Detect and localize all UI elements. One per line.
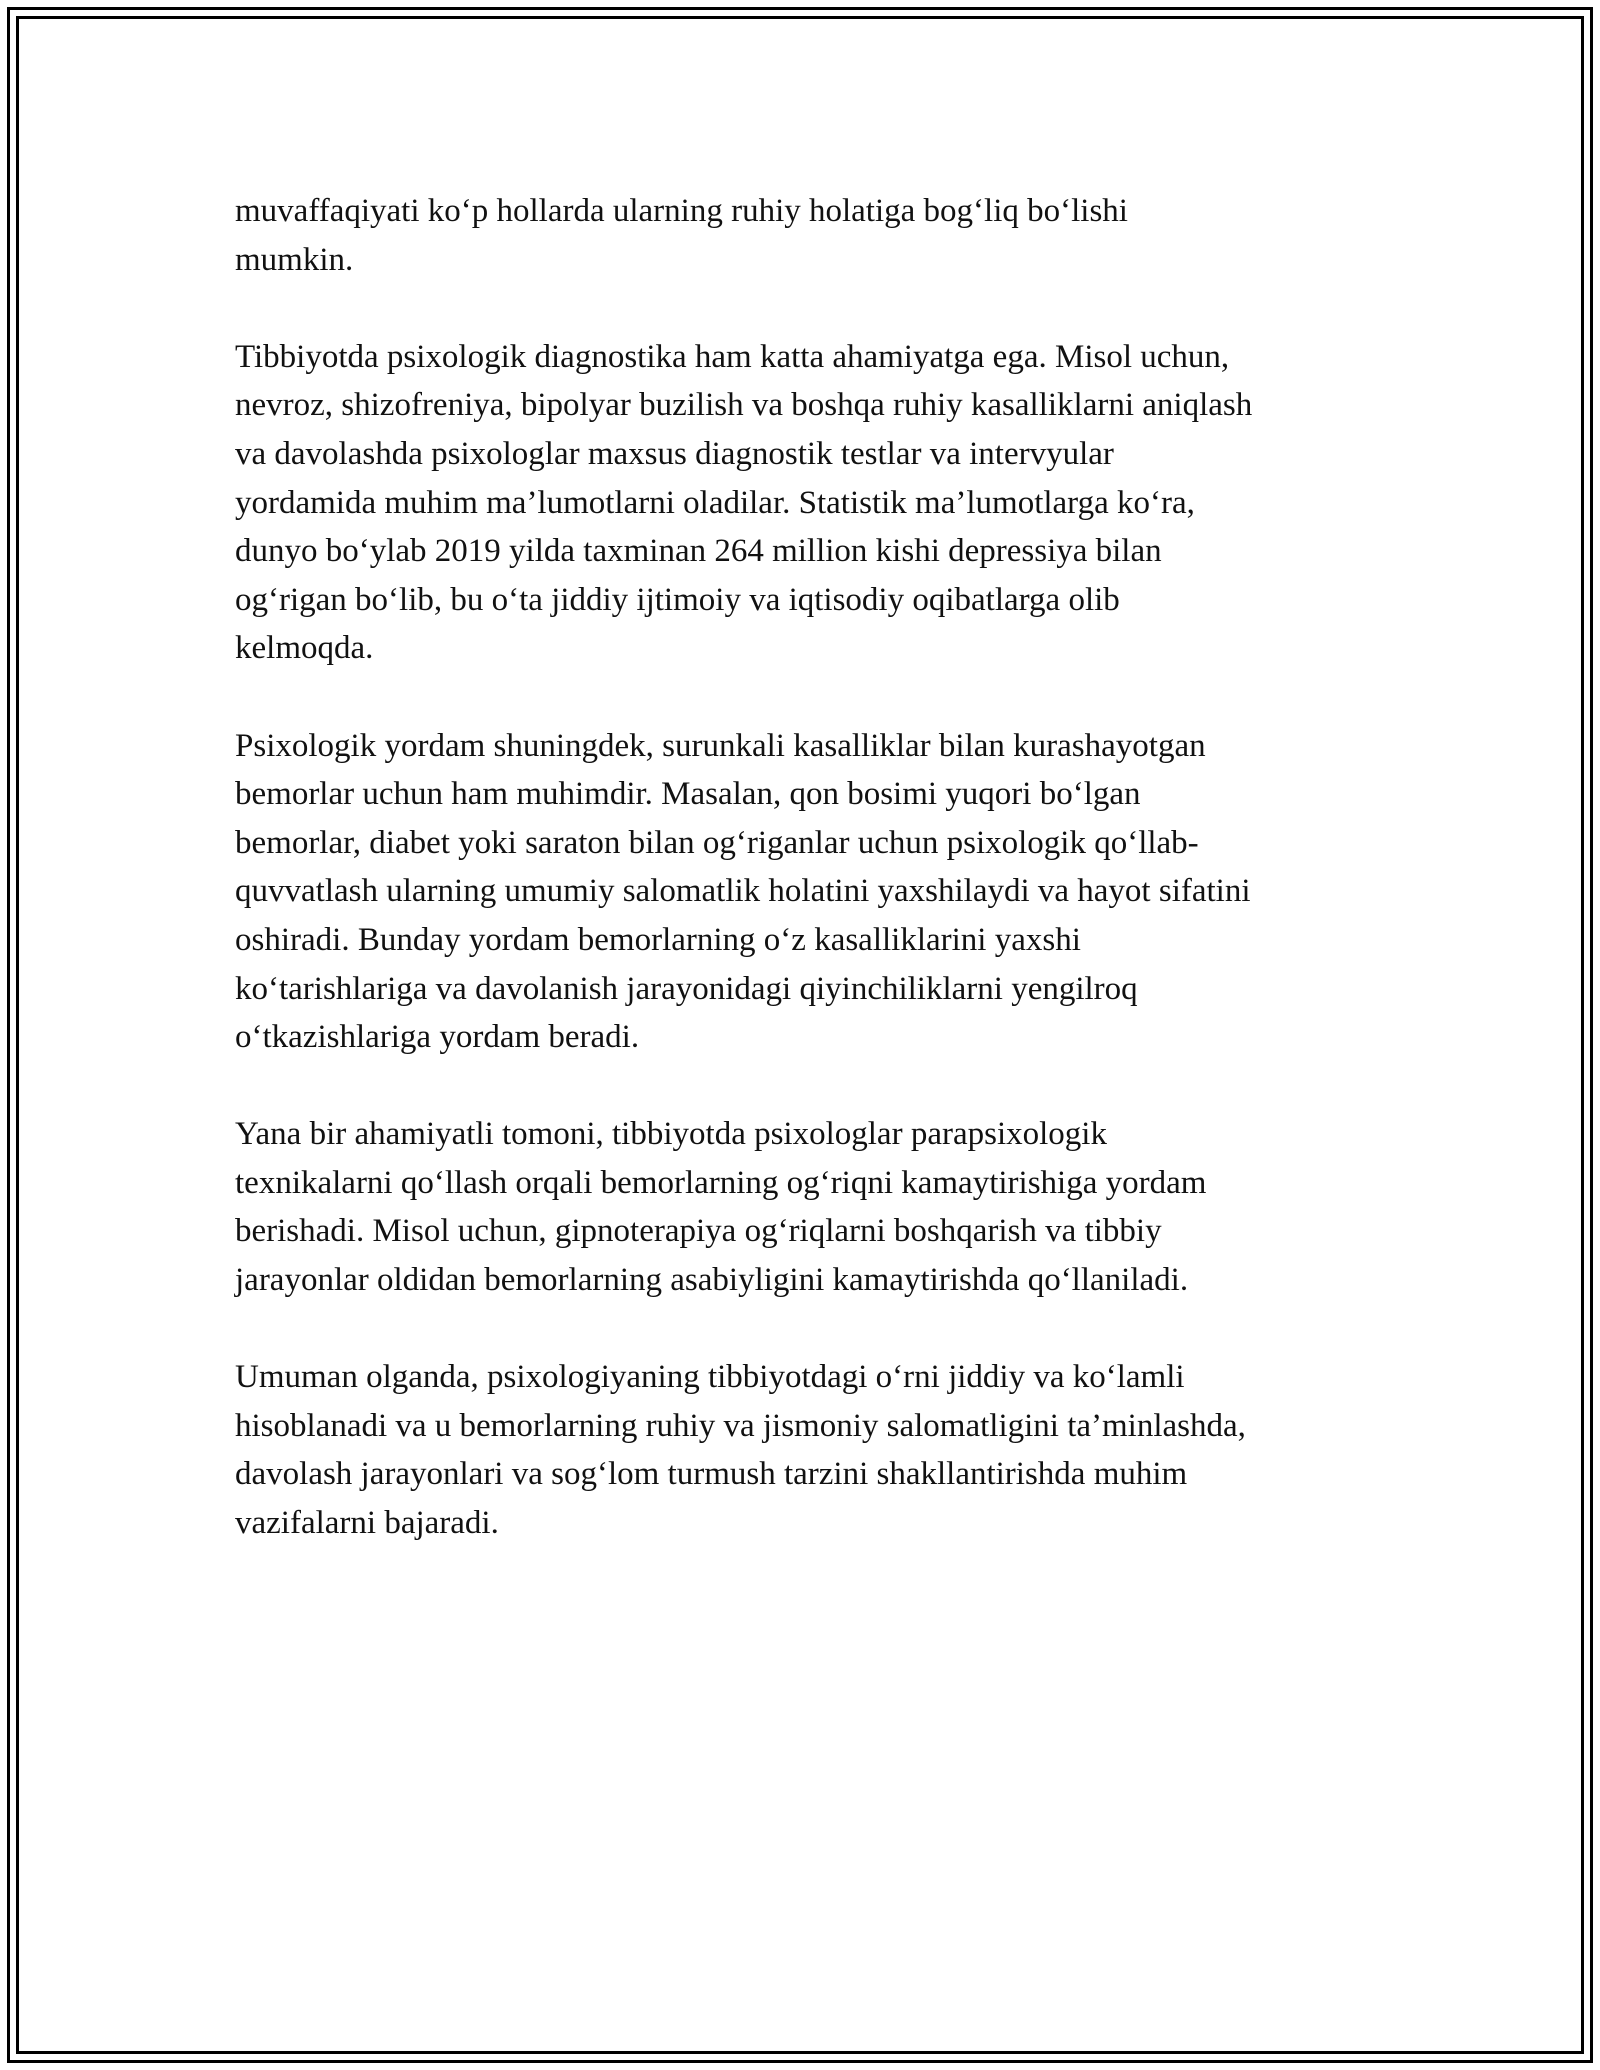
paragraph-diagnostics: Tibbiyotda psixologik diagnostika ham katta ahamiyatga ega. Misol uchun, nevroz, shizofreniya, bipolyar buzilish va boshqa ruhiy kasalliklarni aniqlash va davolashda psixologlar maxsus diagnostik testlar va intervyular yordamida muhim ma’lumotlarni oladilar. Statistik ma’lumotlarga ko‘ra, dunyo bo‘ylab 2019 yilda taxminan 264 million kishi depressiya bilan og‘rigan bo‘lib, bu o‘ta jiddiy ijtimoiy va iqtisodiy oqibatlarga olib kelmoqda.	[235, 338, 1253, 667]
document-body	[235, 187, 1375, 1596]
paragraph-chronic-support: Psixologik yordam shuningdek, surunkali kasalliklar bilan kurashayotgan bemorlar uchun ham muhimdir. Masalan, qon bosimi yuqori bo‘lgan bemorlar, diabet yoki saraton bilan og‘riganlar uchun psixologik qo‘llab- quvvatlash ularning umumiy salomatlik holatini yaxshilaydi va hayot sifatini oshiradi. Bunday yordam bemorlarning o‘z kasalliklarini yaxshi ko‘tarishlariga va davolanish jarayonidagi qiyinchiliklarni yengilroq o‘tkazishlariga yordam beradi.	[235, 727, 1251, 1056]
paragraph-conclusion: Umuman olganda, psixologiyaning tibbiyotdagi o‘rni jiddiy va ko‘lamli hisoblanadi va u bemorlarning ruhiy va jismoniy salomatligini ta’minlashda, davolash jarayonlari va sog‘lom turmush tarzini shakllantirishda muhim vazifalarni bajaradi.	[235, 1359, 1246, 1542]
paragraph-continuation: muvaffaqiyati ko‘p hollarda ularning ruhiy holatiga bog‘liq bo‘lishi mumkin.	[235, 193, 1128, 278]
paragraph-pain-techniques: Yana bir ahamiyatli tomoni, tibbiyotda psixologlar parapsixologik texnikalarni qo‘llash orqali bemorlarning og‘riqni kamaytirishiga yordam berishadi. Misol uchun, gipnoterapiya og‘riqlarni boshqarish va tibbiy jarayonlar oldidan bemorlarning asabiyligini kamaytirishda qo‘llaniladi.	[235, 1116, 1207, 1299]
